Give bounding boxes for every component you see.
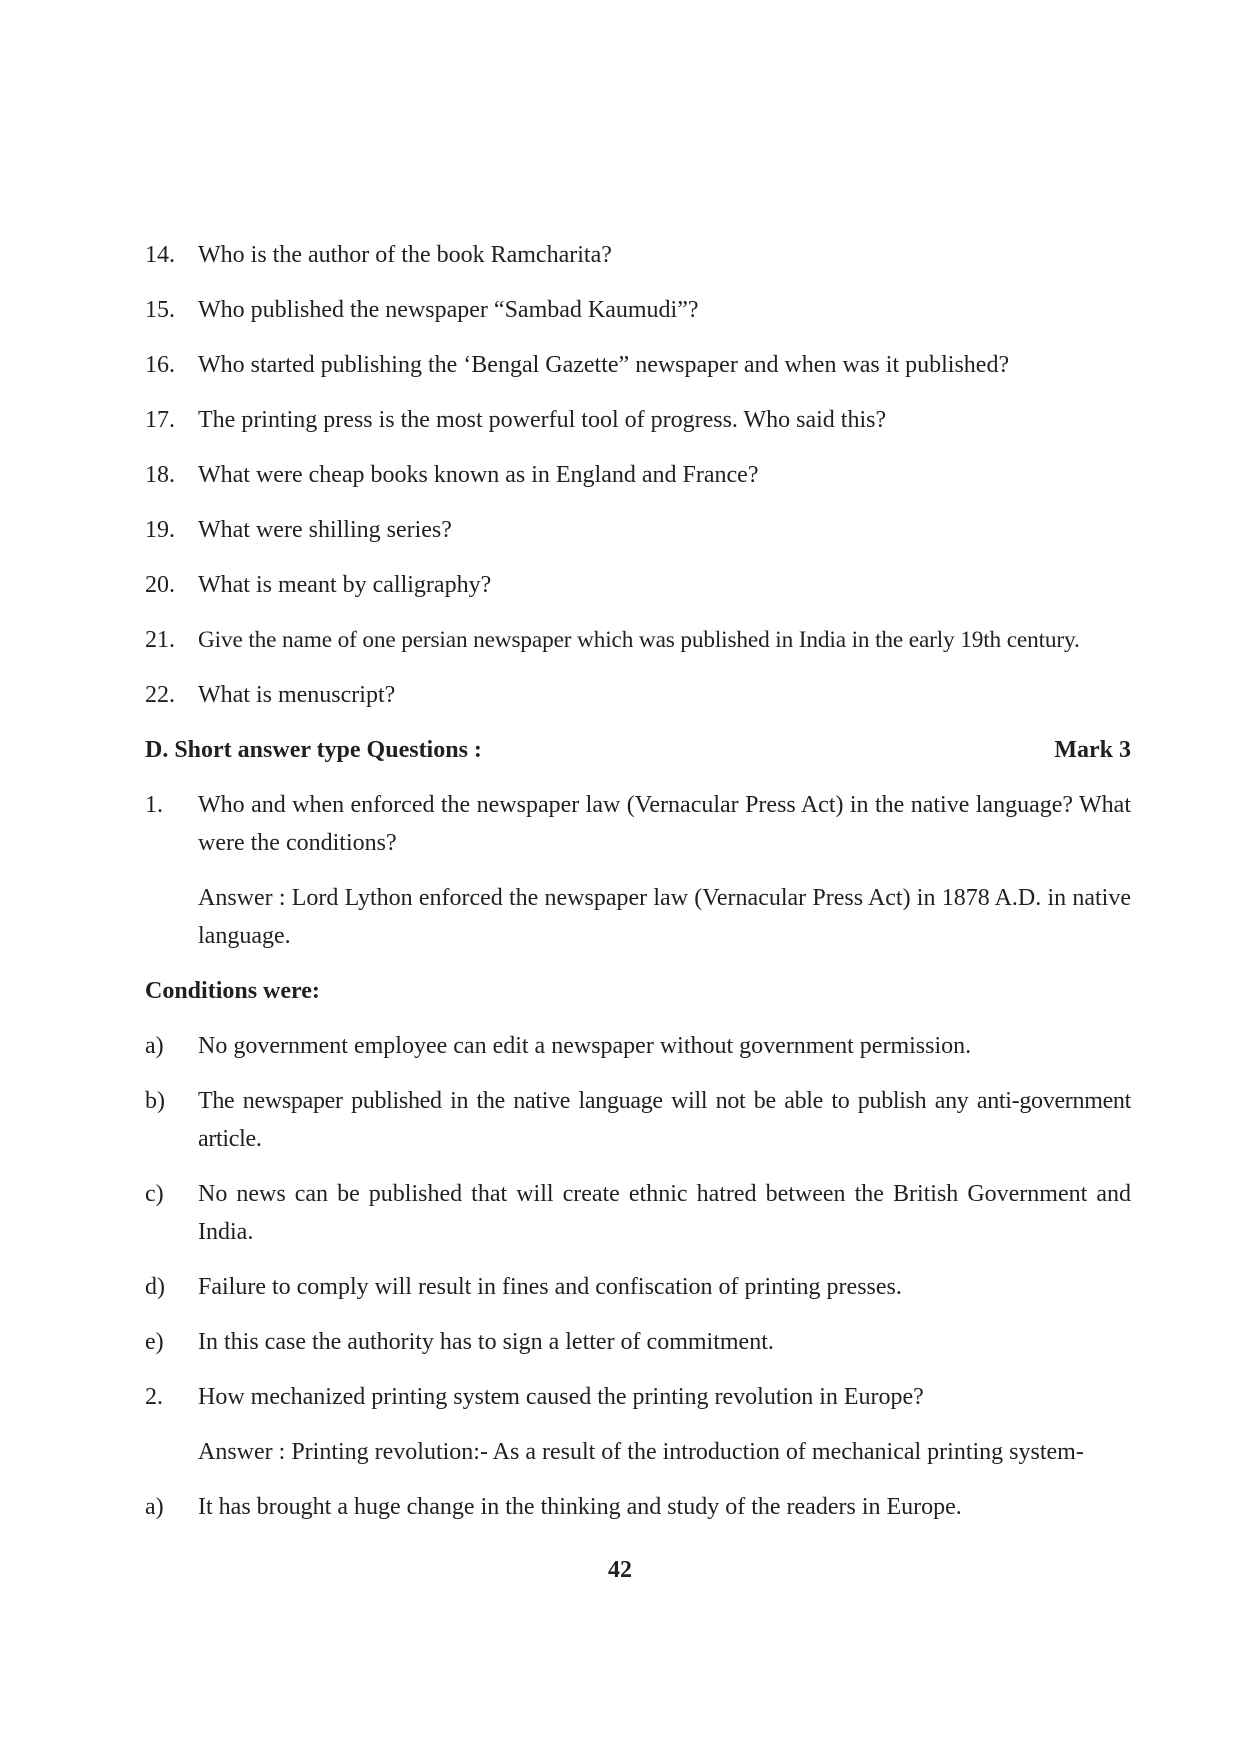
item-label: b) [145, 1088, 165, 1114]
question-text: What were shilling series? [198, 517, 452, 543]
question-text: What were cheap books known as in England and France? [198, 462, 759, 488]
page-content [145, 236, 1131, 1543]
question-text: What is meant by calligraphy? [198, 572, 492, 598]
question-number: 15. [145, 297, 175, 323]
question-text: Who started publishing the ‘Bengal Gazette” newspaper and when was it published? [198, 352, 1010, 378]
item-label: a) [145, 1494, 164, 1520]
question-item [145, 236, 1131, 274]
list-item [145, 1488, 1131, 1526]
page-number: 42 [608, 1557, 632, 1583]
item-text: The newspaper published in the native language will not be able to publish any anti-government article. [198, 1088, 1131, 1152]
question-item [145, 1378, 1131, 1416]
question-item [145, 511, 1131, 549]
question-text: Who is the author of the book Ramcharita? [198, 242, 612, 268]
answer-text: Answer : Printing revolution:- As a result of the introduction of mechanical printing system- [198, 1439, 1084, 1465]
question-text: Who published the newspaper “Sambad Kaumudi”? [198, 297, 699, 323]
question-text: Give the name of one persian newspaper which was published in India in the early 19th century. [198, 627, 1080, 653]
question-number: 21. [145, 627, 175, 653]
list-item [145, 1268, 1131, 1306]
item-label: e) [145, 1329, 164, 1355]
item-label: a) [145, 1033, 164, 1059]
question-number: 2. [145, 1384, 163, 1410]
section-mark: Mark 3 [1054, 737, 1131, 763]
question-number: 20. [145, 572, 175, 598]
list-item [145, 1175, 1131, 1251]
section-title: D. Short answer type Questions : [145, 737, 482, 763]
question-text: The printing press is the most powerful tool of progress. Who said this? [198, 407, 887, 433]
answer-text: Answer : Lord Lython enforced the newspaper law (Vernacular Press Act) in 1878 A.D. in native language. [198, 885, 1131, 949]
question-number: 18. [145, 462, 175, 488]
question-number: 22. [145, 682, 175, 708]
question-list-top [145, 236, 1131, 714]
question-text: How mechanized printing system caused the printing revolution in Europe? [198, 1384, 924, 1410]
question-item [145, 456, 1131, 494]
question-item [145, 291, 1131, 329]
item-text: No government employee can edit a newspaper without government permission. [198, 1033, 972, 1059]
question-number: 14. [145, 242, 175, 268]
item-label: c) [145, 1181, 164, 1207]
question-number: 1. [145, 792, 163, 818]
question-text: What is menuscript? [198, 682, 396, 708]
list-item [145, 1323, 1131, 1361]
item-text: No news can be published that will create ethnic hatred between the British Government and India. [198, 1181, 1131, 1245]
item-text: It has brought a huge change in the thinking and study of the readers in Europe. [198, 1494, 962, 1520]
question-number: 17. [145, 407, 175, 433]
question-item [145, 346, 1131, 384]
question-number: 16. [145, 352, 175, 378]
item-text: Failure to comply will result in fines and confiscation of printing presses. [198, 1274, 902, 1300]
question-number: 19. [145, 517, 175, 543]
list-item [145, 1082, 1131, 1158]
question-item [145, 621, 1131, 659]
conditions-list [145, 1027, 1131, 1361]
item-text: In this case the authority has to sign a letter of commitment. [198, 1329, 774, 1355]
question-item [145, 401, 1131, 439]
list-item [145, 1027, 1131, 1065]
section-heading [145, 731, 1131, 769]
question-item [145, 566, 1131, 604]
question-item [145, 676, 1131, 714]
item-label: d) [145, 1274, 165, 1300]
question-text: Who and when enforced the newspaper law (Vernacular Press Act) in the native language? What were the conditions? [198, 792, 1131, 856]
question-item [145, 786, 1131, 862]
conditions-heading: Conditions were: [145, 978, 320, 1004]
